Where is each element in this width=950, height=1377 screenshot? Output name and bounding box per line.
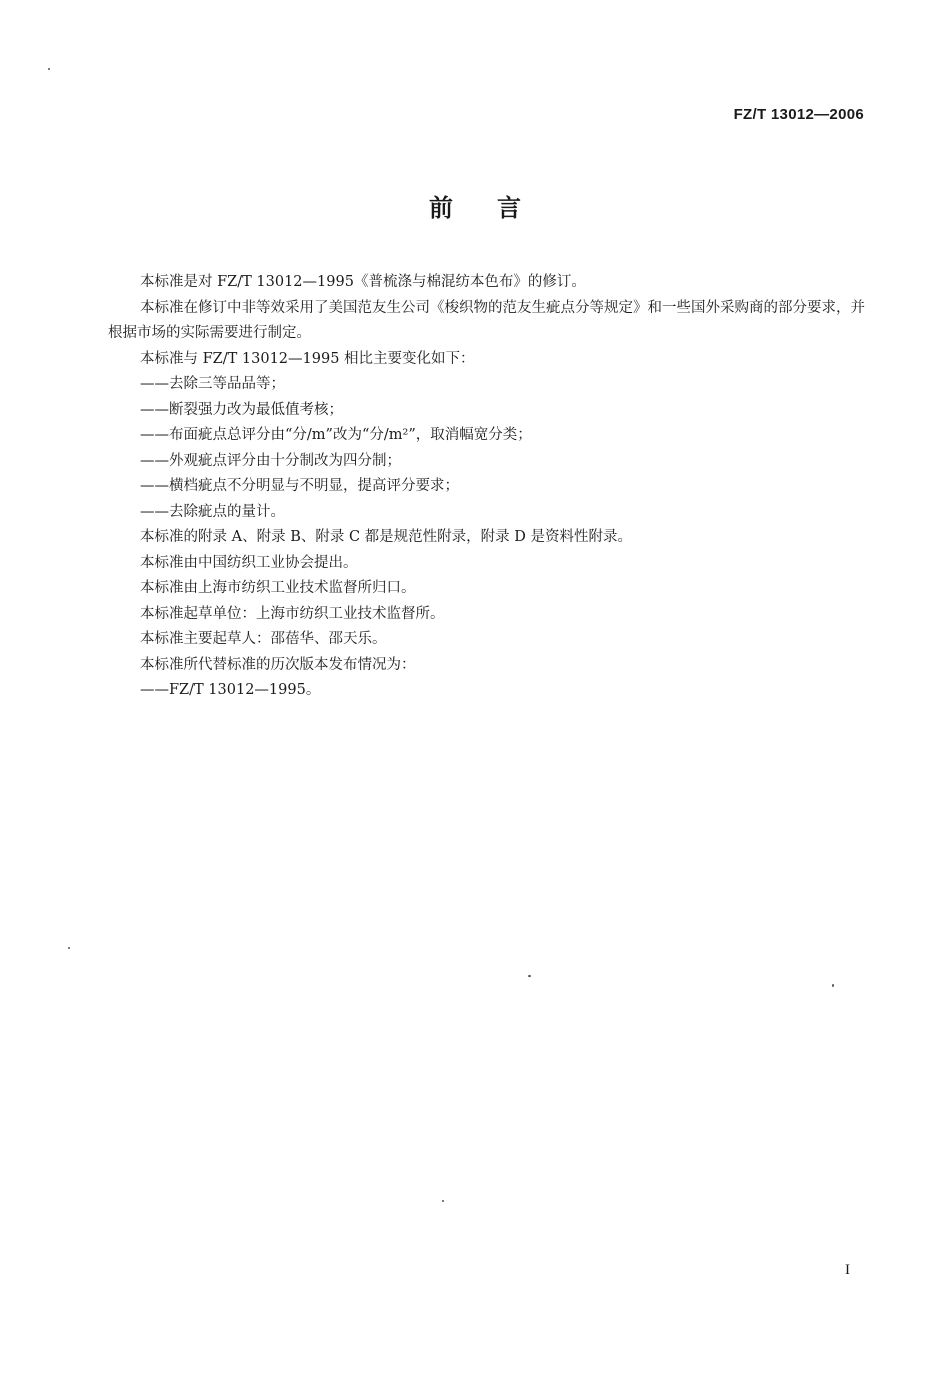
paragraph: 本标准由中国纺织工业协会提出。: [140, 554, 358, 571]
scan-speck: [442, 1200, 444, 1202]
change-item: ——横档疵点不分明显与不明显，提高评分要求；: [140, 478, 459, 494]
scan-speck: [832, 984, 834, 987]
scan-speck: [68, 947, 70, 949]
scan-speck: [48, 68, 50, 70]
paragraph: 本标准是对 FZ/T 13012—1995《普梳涤与棉混纺本色布》的修订。: [140, 274, 586, 290]
change-item: ——去除疵点的量计。: [140, 503, 285, 520]
paragraph: 本标准的附录 A、附录 B、附录 C 都是规范性附录，附录 D 是资料性附录。: [140, 529, 632, 545]
foreword-body: [108, 270, 868, 704]
paragraph: 本标准所代替标准的历次版本发布情况为：: [140, 656, 416, 673]
paragraph: 本标准由上海市纺织工业技术监督所归口。: [140, 580, 416, 596]
page-title: 前言: [429, 194, 565, 222]
paragraph: 本标准主要起草人：邵蓓华、邵天乐。: [140, 631, 387, 647]
scan-speck: [528, 975, 531, 977]
paragraph: 本标准在修订中非等效采用了美国范友生公司《梭织物的范友生疵点分等规定》和一些国外采购商的部分要求，并根据市场的实际需要进行制定。: [108, 299, 865, 341]
change-item: ——断裂强力改为最低值考核；: [140, 401, 343, 418]
change-item: ——布面疵点总评分由“分/m”改为“分/m²”，取消幅宽分类；: [140, 427, 532, 443]
change-item: ——去除三等品品等；: [140, 376, 285, 392]
paragraph: 本标准与 FZ/T 13012—1995 相比主要变化如下：: [140, 350, 475, 367]
history-item: ——FZ/T 13012—1995。: [140, 682, 321, 698]
standard-number: FZ/T 13012—2006: [733, 106, 864, 123]
page-number: I: [845, 1262, 850, 1278]
change-item: ——外观疵点评分由十分制改为四分制；: [140, 452, 401, 469]
paragraph: 本标准起草单位：上海市纺织工业技术监督所。: [140, 605, 445, 622]
